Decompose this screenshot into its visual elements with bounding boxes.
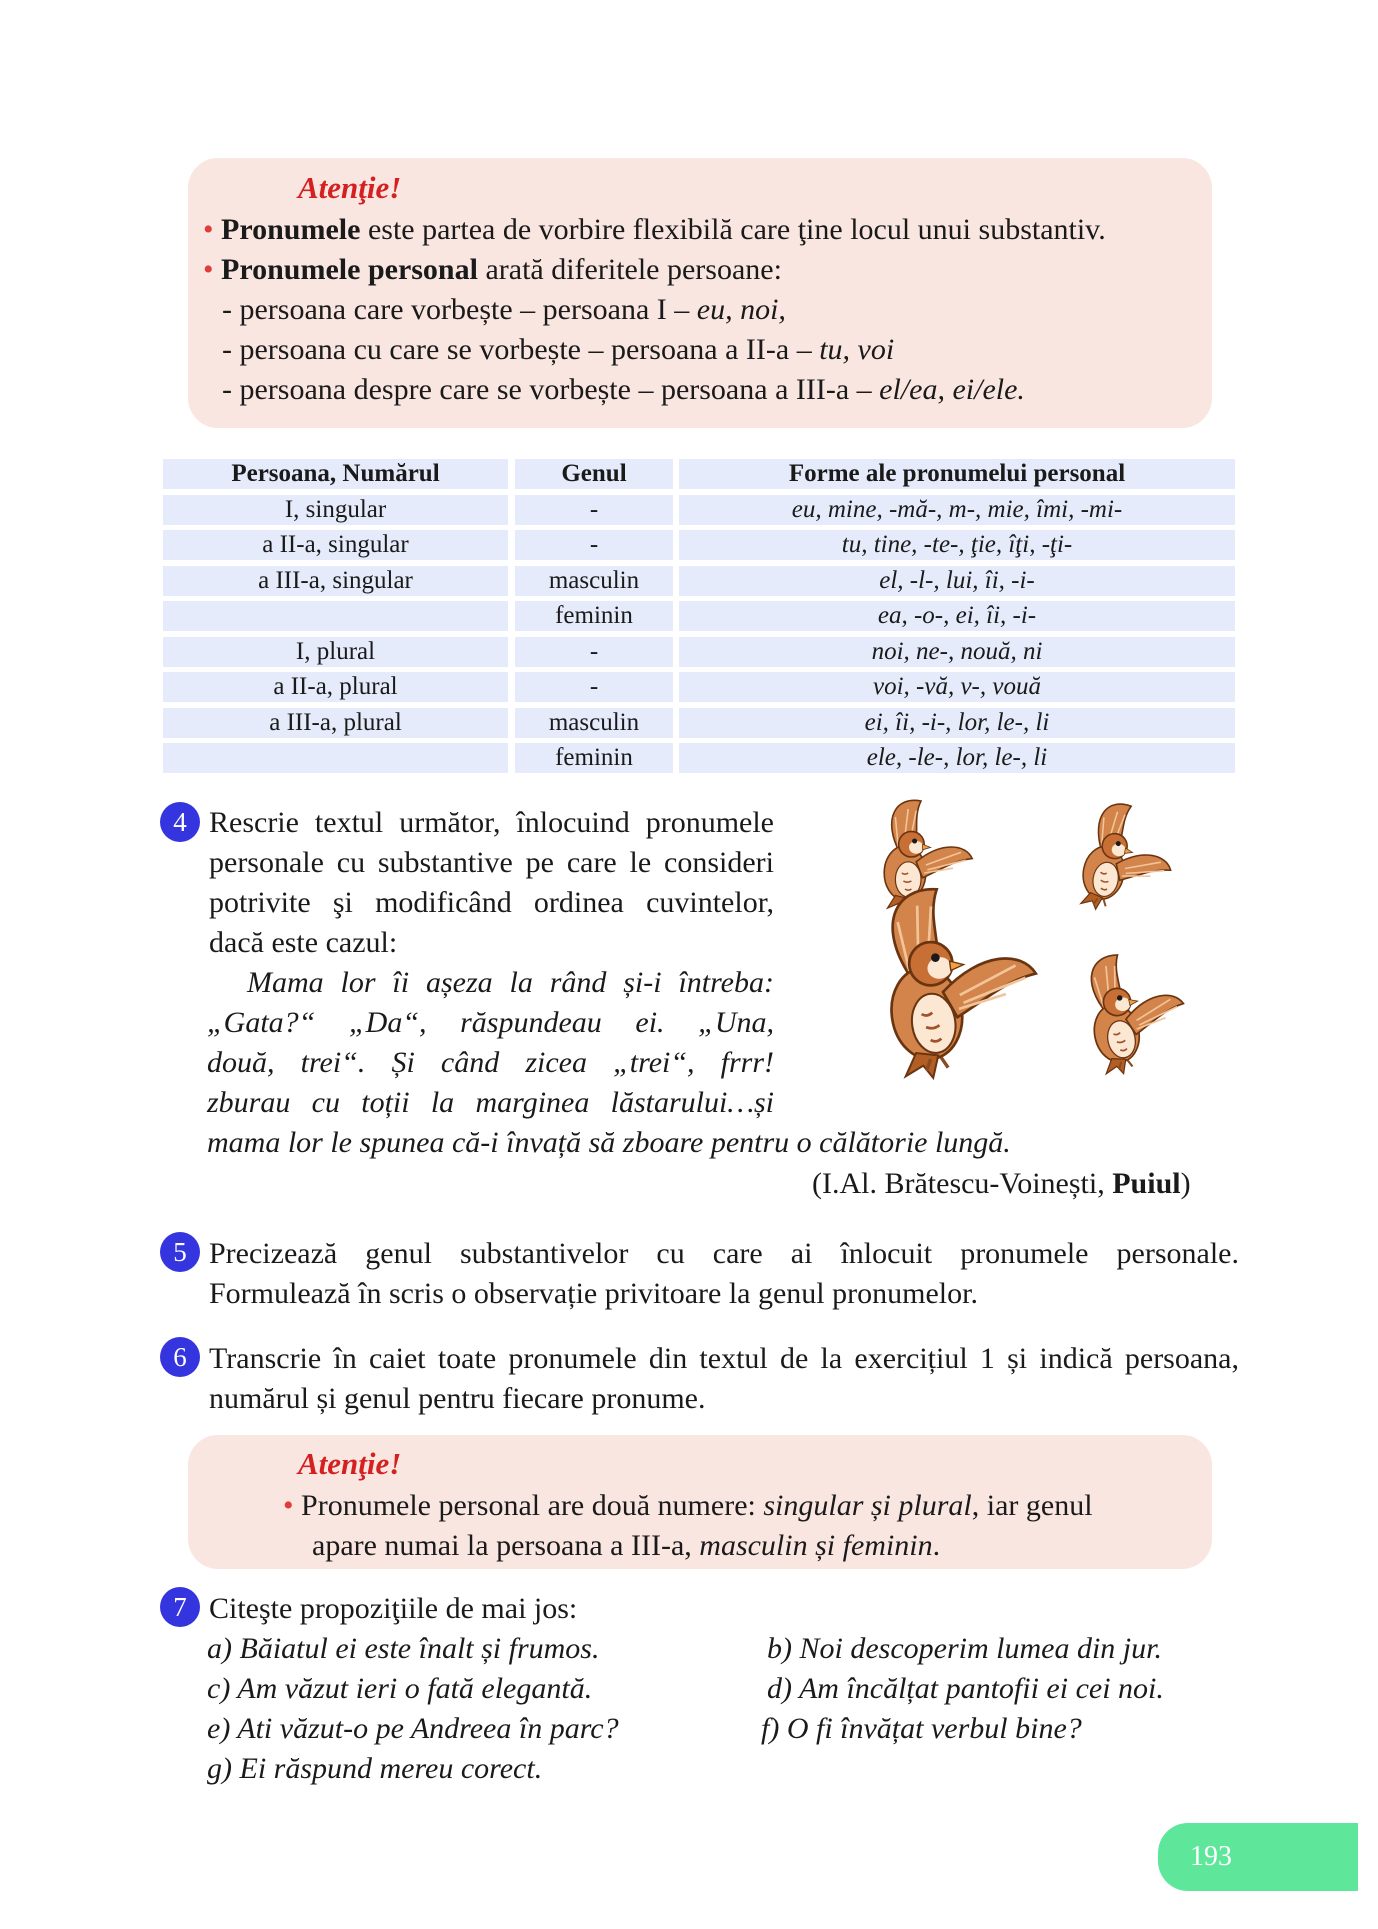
text-line: personale cu substantive pe care le consideri [209, 846, 774, 879]
text-line: Formulează în scris o observație privitoare la genul pronumelor. [209, 1277, 978, 1310]
quote-line: „Gata?“ „Da“, răspundeau ei. „Una, [207, 1006, 774, 1039]
table-cell: masculin [515, 566, 673, 596]
text: - persoana despre care se vorbește – persoana a III-a – [222, 373, 880, 406]
text: arată diferitele persoane: [477, 253, 782, 286]
author: (I.Al. Brătescu-Voinești, [812, 1167, 1113, 1200]
exercise-number-badge: 6 [160, 1337, 200, 1377]
exercise-6-instructions [209, 1339, 1239, 1419]
sentence-item: b) Noi descoperim lumea din jur. [767, 1632, 1162, 1665]
table-cell: - [515, 672, 673, 702]
sentence-item: f) O fi învățat verbul bine? [761, 1712, 1082, 1745]
table-cell [163, 743, 508, 773]
table-header-cell: Genul [515, 459, 673, 489]
text: apare numai la persoana a III-a, [312, 1529, 700, 1562]
table-header-cell: Persoana, Numărul [163, 459, 508, 489]
table-cell: feminin [515, 601, 673, 631]
rule-line [283, 1488, 1093, 1524]
table-cell: - [515, 495, 673, 525]
sentence-item: e) Ati văzut-o pe Andreea în parc? [207, 1712, 619, 1745]
table-cell: voi, -vă, v-, vouă [679, 672, 1235, 702]
term: Pronumele personal [221, 253, 478, 286]
text-line: Precizează genul substantivelor cu care ai înlocuit pronumele personale. [209, 1237, 1239, 1270]
table-cell: a II-a, singular [163, 530, 508, 560]
flying-birds-illustration [815, 795, 1200, 1113]
emphasis: masculin și feminin [699, 1529, 933, 1562]
quote-source [812, 1164, 1191, 1204]
exercise-number-badge: 4 [160, 802, 200, 842]
person-line [222, 372, 1025, 408]
exercise-4-instructions [209, 803, 774, 963]
table-cell: masculin [515, 708, 673, 738]
page-number: 193 [1158, 1823, 1358, 1891]
text: ) [1180, 1167, 1191, 1200]
pronouns: eu, noi, [696, 293, 786, 326]
table-header-cell: Forme ale pronumelui personal [679, 459, 1235, 489]
sentence-item: g) Ei răspund mereu corect. [207, 1752, 543, 1785]
bullet: • [283, 1489, 294, 1522]
text-line: dacă este cazul: [209, 926, 398, 959]
bullet: • [203, 253, 214, 286]
table-cell: ele, -le-, lor, le-, li [679, 743, 1235, 773]
pronouns: el/ea, ei/ele. [879, 373, 1025, 406]
emphasis: singular și plural [763, 1489, 972, 1522]
table-cell: a III-a, plural [163, 708, 508, 738]
table-cell: feminin [515, 743, 673, 773]
quote-line: două, trei“. Și când zicea „trei“, frrr! [207, 1046, 774, 1079]
table-cell: el, -l-, lui, îi, -i- [679, 566, 1235, 596]
quote-line: zburau cu toții la marginea lăstarului…și [207, 1086, 774, 1119]
sentence-item: c) Am văzut ieri o fată elegantă. [207, 1672, 593, 1705]
person-line [222, 332, 894, 368]
table-cell: I, singular [163, 495, 508, 525]
sentence-item: d) Am încălțat pantofii ei cei noi. [767, 1672, 1164, 1705]
exercise-number-badge: 5 [160, 1232, 200, 1272]
text: este partea de vorbire flexibilă care ţine locul unui substantiv. [360, 213, 1106, 246]
text-line: Rescrie textul următor, înlocuind pronumele [209, 806, 774, 839]
person-line [222, 292, 786, 328]
exercise-5-instructions [209, 1234, 1239, 1314]
text-line: numărul și genul pentru fiecare pronume. [209, 1382, 706, 1415]
bird-large [875, 876, 1048, 1082]
text: . [932, 1529, 941, 1562]
definition-line [203, 212, 1106, 248]
table-cell: ea, -o-, ei, îi, -i- [679, 601, 1235, 631]
exercise-7-title: Citeşte propoziţiile de mai jos: [209, 1592, 578, 1625]
table-cell: noi, ne-, nouă, ni [679, 637, 1235, 667]
bird-top-right [1077, 799, 1180, 921]
bullet: • [203, 213, 214, 246]
table-cell: tu, tine, -te-, ţie, îţi, -ţi- [679, 530, 1235, 560]
quote-line: Mama lor îi așeza la rând și-i întreba: [247, 966, 774, 999]
exercise-number-badge: 7 [160, 1587, 200, 1627]
table-cell: a III-a, singular [163, 566, 508, 596]
term: Pronumele [221, 213, 361, 246]
table-cell [163, 601, 508, 631]
sentence-item: a) Băiatul ei este înalt și frumos. [207, 1632, 600, 1665]
attention-title: Atenţie! [298, 1446, 402, 1481]
table-cell: ei, îi, -i-, lor, le-, li [679, 708, 1235, 738]
table-cell: eu, mine, -mă-, m-, mie, îmi, -mi- [679, 495, 1235, 525]
exercise-4-quote [207, 963, 774, 1123]
text-line: potrivite şi modificând ordinea cuvintelor, [209, 886, 774, 919]
rule-line [312, 1528, 940, 1564]
bird-bottom-right [1079, 943, 1195, 1078]
pronouns: tu, voi [819, 333, 895, 366]
text: - persoana cu care se vorbește – persoana a II-a – [222, 333, 820, 366]
text-line: Transcrie în caiet toate pronumele din textul de la exercițiul 1 și indică persoana, [209, 1342, 1239, 1375]
quote-line: mama lor le spunea că-i învață să zboare pentru o călătorie lungă. [207, 1126, 1011, 1159]
text: , iar genul [971, 1489, 1093, 1522]
table-cell: - [515, 637, 673, 667]
attention-title: Atenţie! [298, 170, 402, 205]
table-cell: - [515, 530, 673, 560]
text: Pronumele personal are două numere: [293, 1489, 764, 1522]
text: - persoana care vorbește – persoana I – [222, 293, 697, 326]
definition-line [203, 252, 782, 288]
work-title: Puiul [1112, 1167, 1181, 1200]
table-cell: a II-a, plural [163, 672, 508, 702]
table-cell: I, plural [163, 637, 508, 667]
